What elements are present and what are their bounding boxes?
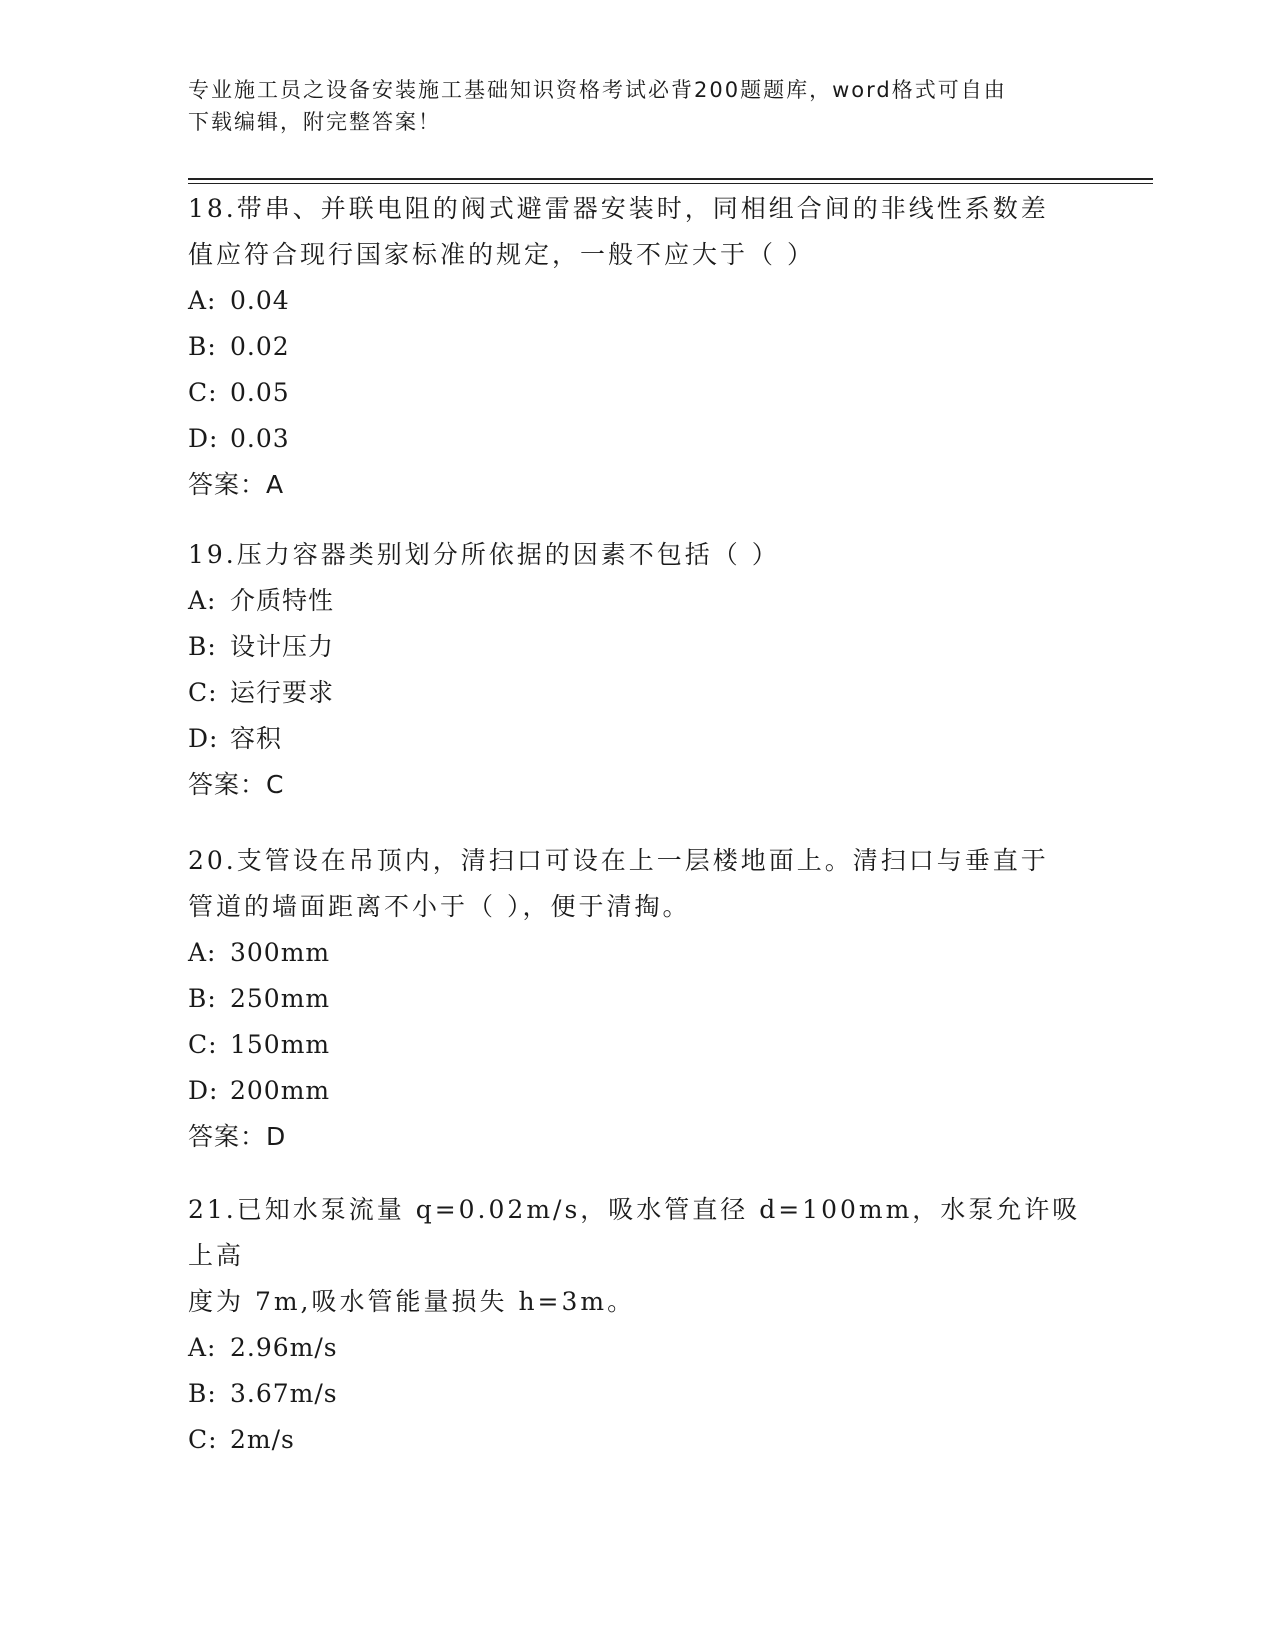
option-letter: A: bbox=[188, 1333, 217, 1362]
question-text-line-1: 19.压力容器类别划分所依据的因素不包括（ ） bbox=[188, 540, 780, 569]
option-letter: B: bbox=[188, 1379, 217, 1408]
option-letter: D: bbox=[188, 724, 219, 753]
option-a bbox=[188, 578, 1088, 624]
option-text: 300mm bbox=[230, 938, 331, 967]
option-c bbox=[188, 1417, 1088, 1463]
question-text-line-1: 20.支管设在吊顶内，清扫口可设在上一层楼地面上。清扫口与垂直于 bbox=[188, 846, 1049, 875]
option-text: 容积 bbox=[230, 724, 283, 753]
option-text: 2m/s bbox=[230, 1425, 295, 1454]
option-letter: C: bbox=[188, 378, 218, 407]
question-text-line-2: 值应符合现行国家标准的规定，一般不应大于（ ） bbox=[188, 240, 815, 269]
question-text-line-2: 度为 7m,吸水管能量损失 h=3m。 bbox=[188, 1287, 636, 1316]
answer-line: 答案：D bbox=[188, 1122, 287, 1151]
option-text: 介质特性 bbox=[230, 586, 335, 615]
header-divider bbox=[188, 178, 1153, 180]
question-21 bbox=[188, 1187, 1088, 1463]
option-text: 0.02 bbox=[230, 332, 290, 361]
option-letter: B: bbox=[188, 332, 217, 361]
option-a bbox=[188, 1325, 1088, 1371]
option-b bbox=[188, 976, 1088, 1022]
option-letter: B: bbox=[188, 632, 217, 661]
option-text: 250mm bbox=[230, 984, 331, 1013]
option-text: 设计压力 bbox=[230, 632, 335, 661]
option-letter: C: bbox=[188, 1030, 218, 1059]
answer-line: 答案：A bbox=[188, 470, 285, 499]
option-letter: D: bbox=[188, 1076, 219, 1105]
option-text: 3.67m/s bbox=[230, 1379, 338, 1408]
answer-line: 答案：C bbox=[188, 770, 285, 799]
option-a bbox=[188, 278, 1088, 324]
option-letter: A: bbox=[188, 286, 217, 315]
header-line-2: 下载编辑，附完整答案！ bbox=[188, 110, 441, 134]
document-header bbox=[188, 74, 1068, 138]
option-text: 0.05 bbox=[230, 378, 290, 407]
option-text: 0.04 bbox=[230, 286, 290, 315]
option-letter: C: bbox=[188, 678, 218, 707]
option-letter: A: bbox=[188, 938, 217, 967]
option-letter: B: bbox=[188, 984, 217, 1013]
option-c bbox=[188, 1022, 1088, 1068]
option-c bbox=[188, 670, 1088, 716]
option-b bbox=[188, 324, 1088, 370]
question-text-line-1: 21.已知水泵流量 q=0.02m/s，吸水管直径 d=100mm，水泵允许吸上高 bbox=[188, 1195, 1081, 1270]
option-letter: A: bbox=[188, 586, 217, 615]
option-b bbox=[188, 1371, 1088, 1417]
option-text: 200mm bbox=[230, 1076, 331, 1105]
option-text: 150mm bbox=[230, 1030, 331, 1059]
option-d bbox=[188, 416, 1088, 462]
question-20 bbox=[188, 838, 1088, 1160]
question-18 bbox=[188, 186, 1088, 508]
question-text-line-2: 管道的墙面距离不小于（ ），便于清掏。 bbox=[188, 892, 691, 921]
header-divider-thin bbox=[188, 183, 1153, 184]
question-19 bbox=[188, 532, 1088, 808]
option-text: 0.03 bbox=[230, 424, 290, 453]
option-letter: D: bbox=[188, 424, 219, 453]
option-b bbox=[188, 624, 1088, 670]
option-text: 运行要求 bbox=[230, 678, 335, 707]
question-text-line-1: 18.带串、并联电阻的阀式避雷器安装时，同相组合间的非线性系数差 bbox=[188, 194, 1049, 223]
option-d bbox=[188, 716, 1088, 762]
option-d bbox=[188, 1068, 1088, 1114]
option-letter: C: bbox=[188, 1425, 218, 1454]
option-a bbox=[188, 930, 1088, 976]
option-text: 2.96m/s bbox=[230, 1333, 338, 1362]
header-line-1: 专业施工员之设备安装施工基础知识资格考试必背200题题库，word格式可自由 bbox=[188, 78, 1007, 102]
option-c bbox=[188, 370, 1088, 416]
